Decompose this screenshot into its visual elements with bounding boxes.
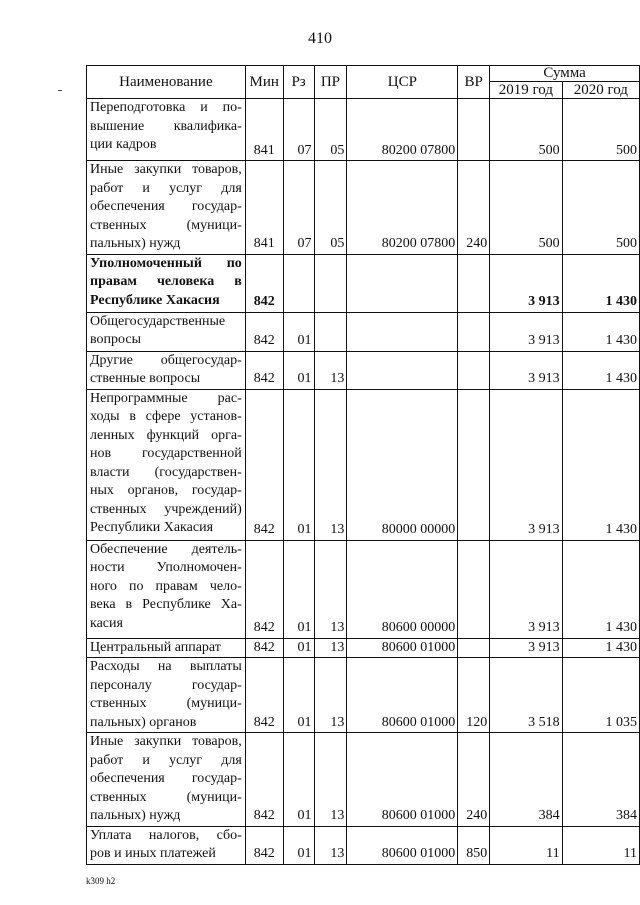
cell-y2020: 500	[562, 161, 639, 255]
table-row	[87, 658, 640, 733]
row-name-line: работ и услуг для	[90, 180, 242, 196]
table-row	[87, 826, 640, 864]
table-row	[87, 638, 640, 658]
table-row	[87, 161, 640, 255]
cell-pr	[314, 312, 347, 351]
cell-y2019: 11	[490, 826, 562, 864]
cell-pr: 13	[314, 658, 347, 733]
header-pr: ПР	[314, 66, 347, 99]
cell-vr	[458, 254, 490, 312]
row-name	[87, 161, 246, 255]
cell-y2019: 3 913	[490, 312, 562, 351]
table-body	[87, 99, 640, 865]
cell-rz: 01	[283, 312, 314, 351]
cell-y2019: 500	[490, 161, 562, 255]
cell-min: 842	[245, 389, 283, 540]
cell-csr: 80600 01000	[347, 733, 458, 827]
header-sum: Сумма	[490, 66, 640, 82]
row-name-line: Общегосударственные	[90, 313, 226, 329]
cell-vr	[458, 312, 490, 351]
row-name-line: ственных учреждений)	[90, 501, 242, 517]
row-name	[87, 254, 246, 312]
cell-pr: 13	[314, 389, 347, 540]
cell-y2020: 1 035	[562, 658, 639, 733]
row-name-line: ленных функций орга-	[90, 427, 242, 443]
cell-y2020: 11	[562, 826, 639, 864]
cell-y2019: 3 913	[490, 540, 562, 638]
cell-y2019: 3 913	[490, 351, 562, 389]
row-name	[87, 540, 246, 638]
cell-y2019: 500	[490, 99, 562, 161]
row-name-line: персоналу государ-	[90, 677, 242, 693]
cell-rz: 07	[283, 99, 314, 161]
cell-vr	[458, 351, 490, 389]
row-name-line: ственные вопросы	[90, 371, 201, 386]
row-name	[87, 733, 246, 827]
cell-y2019: 3 518	[490, 658, 562, 733]
cell-pr: 13	[314, 351, 347, 389]
row-name-line: Переподготовка и по-	[90, 100, 242, 115]
row-name-line: Уполномоченный по	[90, 255, 242, 271]
row-name-line: ственных (муници-	[90, 696, 242, 711]
cell-y2019: 3 913	[490, 254, 562, 312]
cell-pr: 13	[314, 540, 347, 638]
page-number: 410	[308, 30, 332, 47]
row-name-line: нов государственной	[90, 446, 242, 461]
row-name-line: пальных) органов	[90, 714, 197, 730]
table-row	[87, 540, 640, 638]
row-name-line: правам человека в	[90, 274, 242, 289]
row-name-line: Непрограммные рас-	[90, 390, 242, 406]
row-name	[87, 99, 246, 161]
cell-rz	[283, 254, 314, 312]
row-name-line: ного по правам чело-	[90, 578, 242, 594]
cell-rz: 01	[283, 638, 314, 658]
cell-vr: 240	[458, 733, 490, 827]
cell-csr	[347, 254, 458, 312]
cell-min: 842	[245, 638, 283, 658]
cell-rz: 01	[283, 351, 314, 389]
cell-rz: 01	[283, 733, 314, 827]
header-2020: 2020 год	[562, 82, 639, 99]
footer-code: k309 h2	[86, 876, 116, 886]
cell-pr: 13	[314, 638, 347, 658]
header-min: Мин	[245, 66, 283, 99]
cell-rz: 01	[283, 826, 314, 864]
cell-csr: 80600 00000	[347, 540, 458, 638]
row-name-line: Иные закупки товаров,	[90, 162, 242, 177]
cell-csr: 80200 07800	[347, 99, 458, 161]
cell-csr: 80200 07800	[347, 161, 458, 255]
row-name-line: обеспечения государ-	[90, 199, 242, 214]
cell-csr: 80600 01000	[347, 658, 458, 733]
header-vr: ВР	[458, 66, 490, 99]
row-name-line: Расходы на выплаты	[90, 659, 242, 674]
row-name-line: Уплата налогов, сбо-	[90, 827, 242, 843]
cell-min: 842	[245, 826, 283, 864]
cell-pr: 05	[314, 161, 347, 255]
cell-y2020: 384	[562, 733, 639, 827]
row-name-line: работ и услуг для	[90, 752, 242, 768]
header-2019: 2019 год	[490, 82, 562, 99]
row-name-line: касия	[90, 615, 123, 631]
row-name-line: пальных) нужд	[90, 236, 181, 251]
row-name-line: ции кадров	[90, 137, 157, 152]
cell-vr	[458, 638, 490, 658]
row-name-line: ственных (муници-	[90, 217, 242, 233]
cell-vr	[458, 389, 490, 540]
table-row	[87, 351, 640, 389]
cell-vr	[458, 540, 490, 638]
cell-min: 841	[245, 161, 283, 255]
table-row	[87, 254, 640, 312]
cell-rz: 01	[283, 540, 314, 638]
cell-min: 842	[245, 254, 283, 312]
cell-y2020: 1 430	[562, 540, 639, 638]
row-name-line: власти (государствен-	[90, 464, 242, 480]
table-row	[87, 99, 640, 161]
row-name	[87, 312, 246, 351]
budget-table	[86, 65, 640, 865]
cell-pr	[314, 254, 347, 312]
row-name	[87, 351, 246, 389]
cell-vr: 240	[458, 161, 490, 255]
row-name	[87, 826, 246, 864]
cell-rz: 01	[283, 389, 314, 540]
cell-min: 842	[245, 351, 283, 389]
cell-min: 842	[245, 540, 283, 638]
cell-y2020: 500	[562, 99, 639, 161]
cell-pr: 13	[314, 733, 347, 827]
cell-y2019: 384	[490, 733, 562, 827]
cell-vr: 850	[458, 826, 490, 864]
cell-pr: 13	[314, 826, 347, 864]
row-name-line: Другие общегосудар-	[90, 352, 242, 368]
row-name-line: ных органов, государ-	[90, 483, 242, 498]
table-row	[87, 733, 640, 827]
margin-mark	[58, 90, 62, 91]
row-name-line: ственных (муници-	[90, 789, 242, 805]
row-name-line: вопросы	[90, 332, 141, 347]
cell-y2020: 1 430	[562, 254, 639, 312]
cell-y2020: 1 430	[562, 638, 639, 658]
cell-rz: 01	[283, 658, 314, 733]
row-name-line: ходы в сфере установ-	[90, 409, 242, 424]
cell-csr: 80600 01000	[347, 826, 458, 864]
header-name: Наименование	[87, 66, 246, 99]
cell-vr	[458, 99, 490, 161]
header-rz: Рз	[283, 66, 314, 99]
table-row	[87, 389, 640, 540]
row-name-line: пальных) нужд	[90, 808, 181, 823]
cell-vr: 120	[458, 658, 490, 733]
cell-y2020: 1 430	[562, 389, 639, 540]
row-name-line: вышение квалифика-	[90, 118, 242, 134]
cell-csr: 80600 01000	[347, 638, 458, 658]
cell-y2019: 3 913	[490, 389, 562, 540]
row-name-line: Обеспечение деятель-	[90, 541, 242, 557]
row-name	[87, 658, 246, 733]
cell-y2019: 3 913	[490, 638, 562, 658]
table-row	[87, 312, 640, 351]
row-name-line: Центральный аппарат	[90, 639, 221, 655]
row-name-line: ров и иных платежей	[90, 846, 216, 861]
cell-pr: 05	[314, 99, 347, 161]
cell-min: 842	[245, 658, 283, 733]
cell-csr: 80000 00000	[347, 389, 458, 540]
cell-y2020: 1 430	[562, 351, 639, 389]
table-header	[87, 66, 640, 99]
cell-min: 842	[245, 733, 283, 827]
row-name	[87, 389, 246, 540]
cell-csr	[347, 312, 458, 351]
cell-rz: 07	[283, 161, 314, 255]
row-name-line: ности Уполномочен-	[90, 560, 242, 575]
row-name-line: Иные закупки товаров,	[90, 734, 242, 749]
row-name-line: обеспечения государ-	[90, 771, 242, 786]
row-name-line: века в Республике Ха-	[90, 597, 242, 612]
cell-min: 842	[245, 312, 283, 351]
cell-min: 841	[245, 99, 283, 161]
header-csr: ЦСР	[347, 66, 458, 99]
row-name-line: Республике Хакасия	[90, 292, 220, 308]
cell-csr	[347, 351, 458, 389]
cell-y2020: 1 430	[562, 312, 639, 351]
row-name	[87, 638, 246, 658]
row-name-line: Республики Хакасия	[90, 520, 214, 535]
